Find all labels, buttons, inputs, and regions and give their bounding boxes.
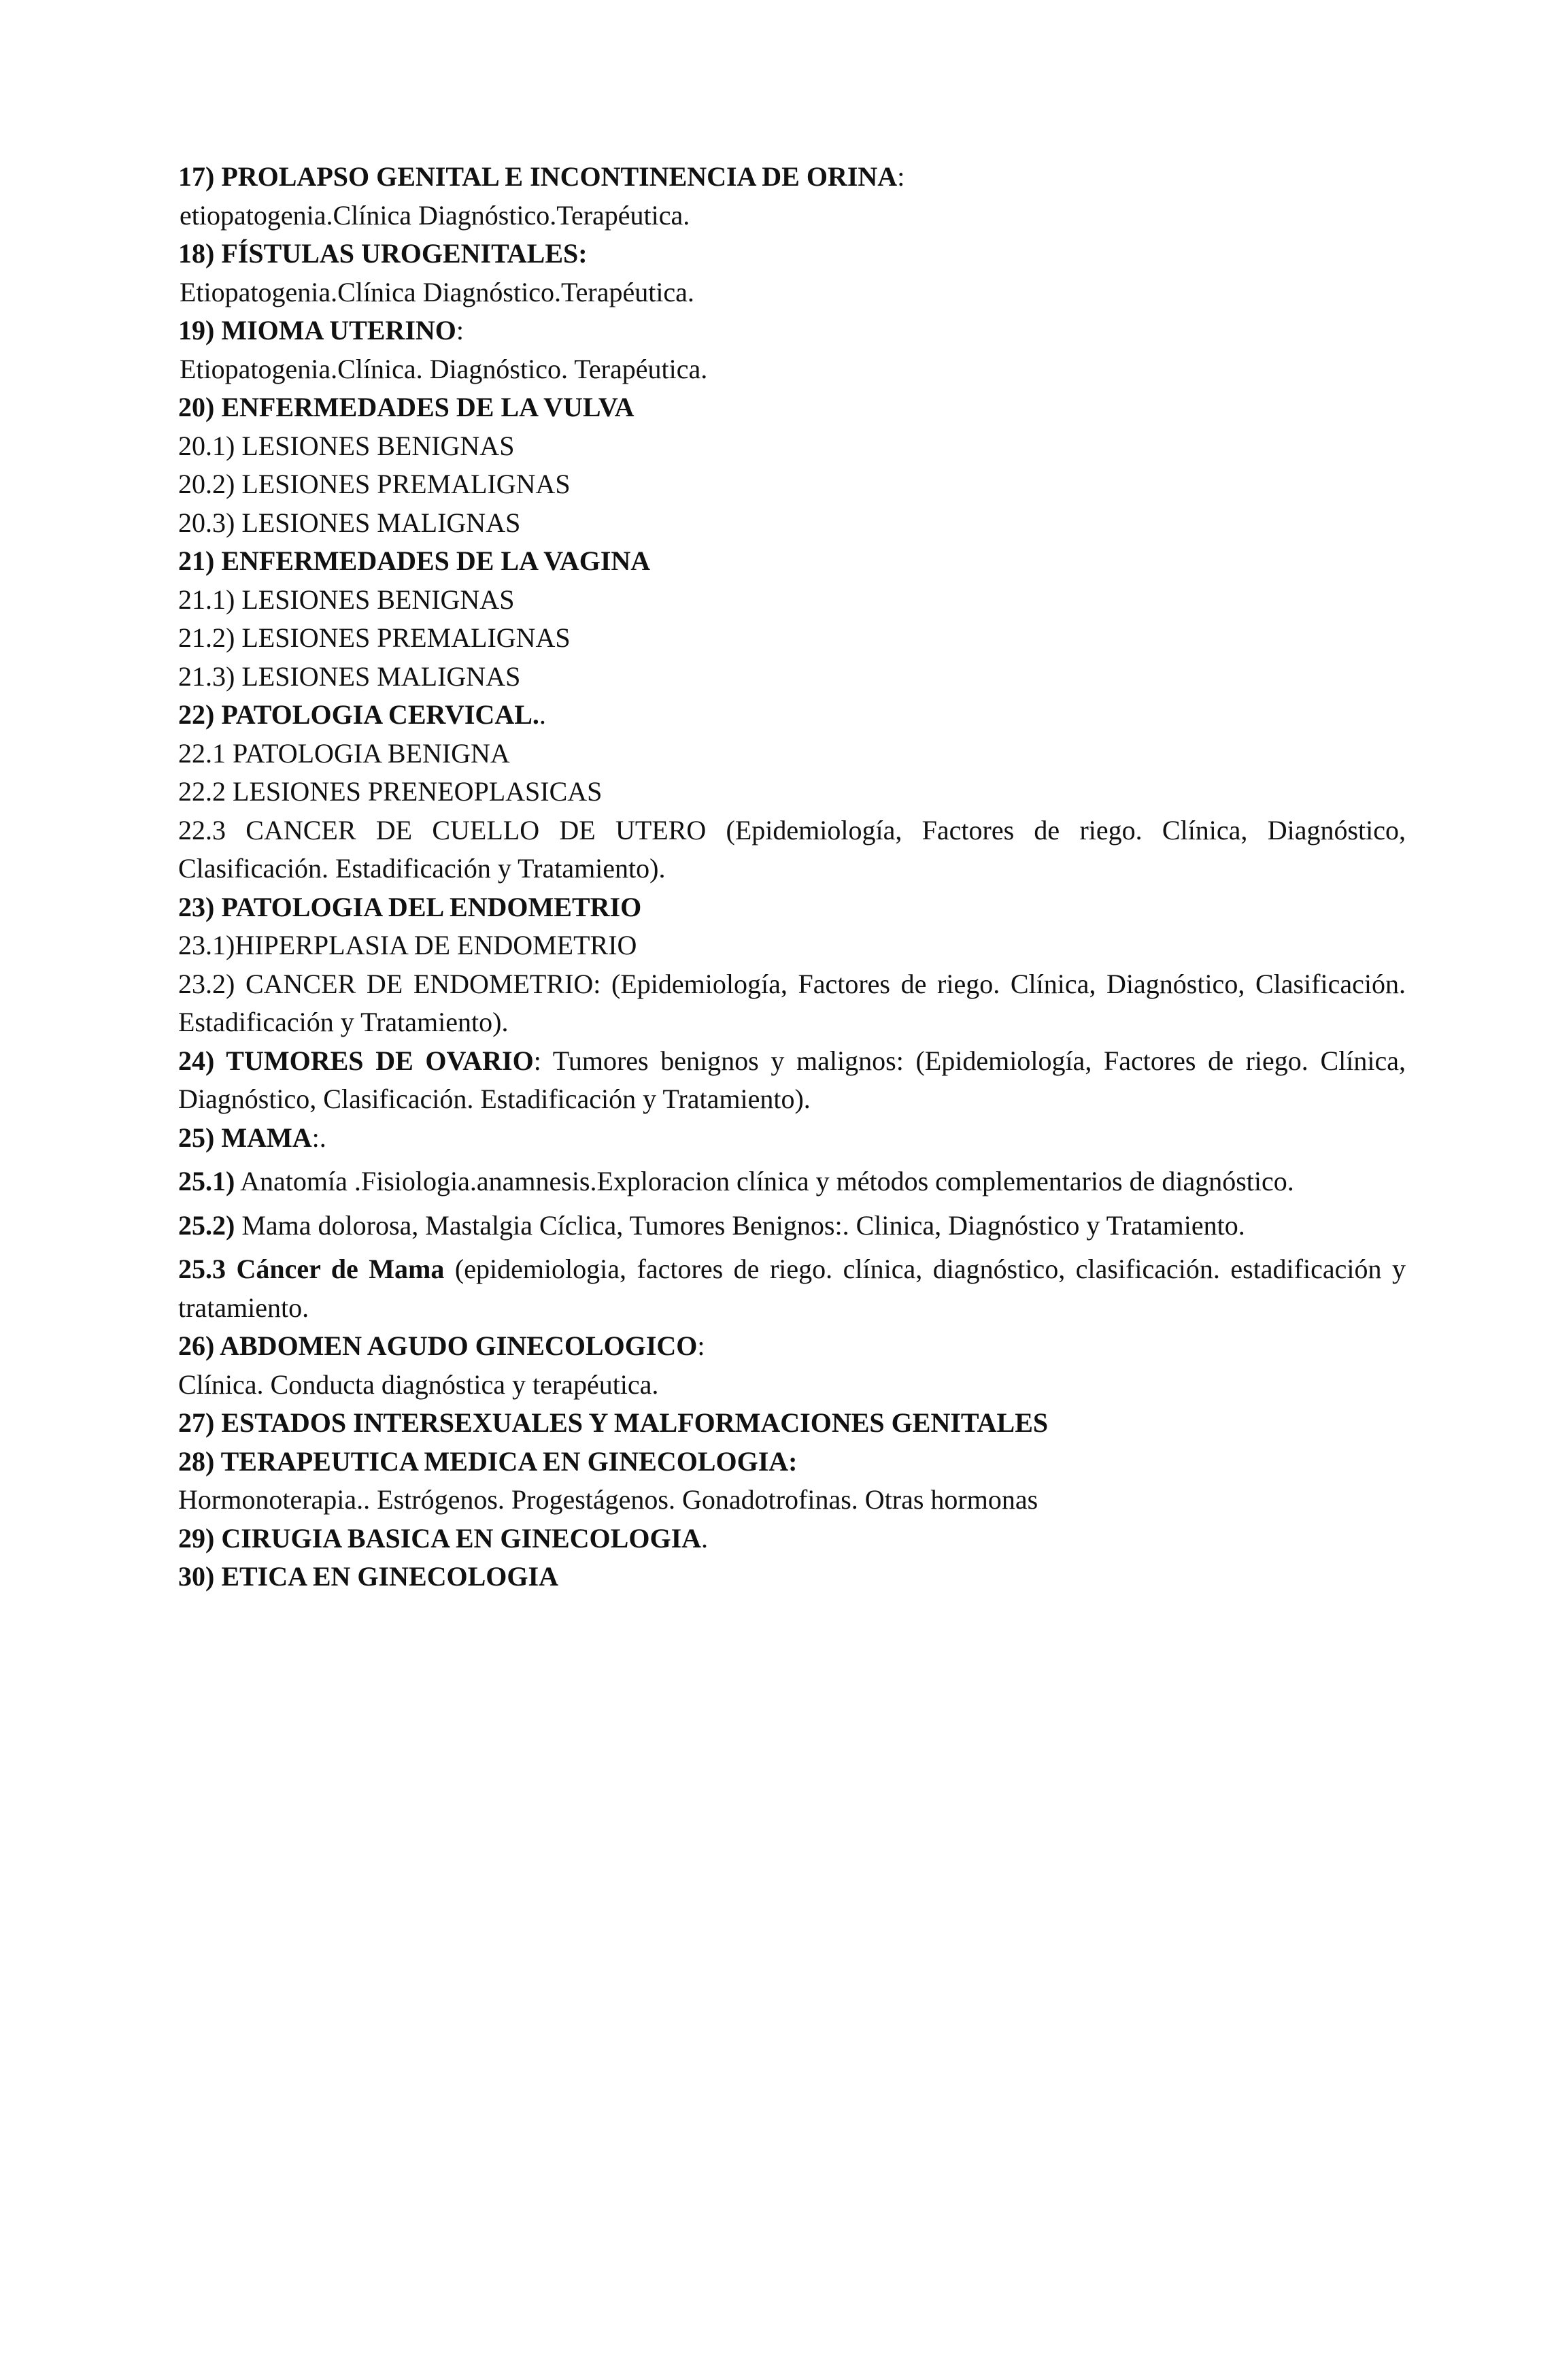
section-25-title: 25) MAMA:. bbox=[178, 1122, 326, 1153]
section-22-title: 22) PATOLOGIA CERVICAL.. bbox=[178, 699, 546, 730]
section-17-title: 17) PROLAPSO GENITAL E INCONTINENCIA DE ORINA: bbox=[178, 161, 905, 192]
section-22-item: 22.3 CANCER DE CUELLO DE UTERO (Epidemiología, Factores de riego. Clínica, Diagnóstico, Clasificación. Estadificación y Tratamiento). bbox=[178, 814, 1406, 884]
section-25-item: 25.3 Cáncer de Mama (epidemiologia, factores de riego. clínica, diagnóstico, clasificación. estadificación y tratamiento. bbox=[178, 1254, 1406, 1323]
section-23-item: 23.1)HIPERPLASIA DE ENDOMETRIO bbox=[178, 930, 637, 960]
section-24-title: 24) TUMORES DE OVARIO: Tumores benignos y malignos: (Epidemiología, Factores de riego. Clínica, Diagnóstico, Clasificación. Estadificación y Tratamiento). bbox=[178, 1045, 1406, 1114]
section-21-item: 21.3) LESIONES MALIGNAS bbox=[178, 660, 521, 692]
section-24-detail: : Tumores benignos y malignos: (Epidemiología, Factores de riego. Clínica, Diagnóstico, Clasificación. Estadificación y Tratamiento). bbox=[178, 1045, 1406, 1114]
section-21-item: 21.1) LESIONES BENIGNAS bbox=[178, 584, 515, 615]
section-29-title: 29) CIRUGIA BASICA EN GINECOLOGIA. bbox=[178, 1522, 709, 1554]
section-23-title: 23) PATOLOGIA DEL ENDOMETRIO bbox=[178, 891, 642, 922]
section-23-item: 23.2) CANCER DE ENDOMETRIO: (Epidemiología, Factores de riego. Clínica, Diagnóstico, Clasificación. Estadificación y Tratamiento). bbox=[178, 968, 1406, 1037]
section-20-item: 20.1) LESIONES BENIGNAS bbox=[178, 430, 515, 461]
section-30-title: 30) ETICA EN GINECOLOGIA bbox=[178, 1561, 558, 1592]
section-25-item: 25.2) Mama dolorosa, Mastalgia Cíclica, Tumores Benignos:. Clinica, Diagnóstico y Tratamiento. bbox=[178, 1209, 1245, 1241]
section-19-title: 19) MIOMA UTERINO: bbox=[178, 315, 464, 346]
section-21-item: 21.2) LESIONES PREMALIGNAS bbox=[178, 622, 571, 653]
section-20-item: 20.3) LESIONES MALIGNAS bbox=[178, 507, 521, 538]
section-22-item: 22.2 LESIONES PRENEOPLASICAS bbox=[178, 776, 603, 807]
section-25-item: 25.1) Anatomía .Fisiologia.anamnesis.Exploracion clínica y métodos complementarios de diagnóstico. bbox=[178, 1166, 1294, 1196]
section-26-title: 26) ABDOMEN AGUDO GINECOLOGICO: bbox=[178, 1330, 705, 1361]
syllabus-list bbox=[178, 158, 1406, 1596]
section-27-title: 27) ESTADOS INTERSEXUALES Y MALFORMACIONES GENITALES bbox=[178, 1407, 1049, 1438]
section-21-title: 21) ENFERMEDADES DE LA VAGINA bbox=[178, 546, 651, 576]
section-20-item: 20.2) LESIONES PREMALIGNAS bbox=[178, 469, 571, 499]
section-17-detail: etiopatogenia.Clínica Diagnóstico.Terapéutica. bbox=[180, 199, 690, 231]
section-19-detail: Etiopatogenia.Clínica. Diagnóstico. Terapéutica. bbox=[180, 353, 708, 384]
section-22-item: 22.1 PATOLOGIA BENIGNA bbox=[178, 737, 510, 769]
section-20-title: 20) ENFERMEDADES DE LA VULVA bbox=[178, 392, 635, 422]
section-28-title: 28) TERAPEUTICA MEDICA EN GINECOLOGIA: bbox=[178, 1445, 798, 1477]
section-26-detail: Clínica. Conducta diagnóstica y terapéutica. bbox=[178, 1369, 659, 1400]
section-28-detail: Hormonoterapia.. Estrógenos. Progestágenos. Gonadotrofinas. Otras hormonas bbox=[178, 1484, 1038, 1515]
section-18-title: 18) FÍSTULAS UROGENITALES: bbox=[178, 238, 588, 269]
section-18-detail: Etiopatogenia.Clínica Diagnóstico.Terapéutica. bbox=[180, 276, 694, 307]
